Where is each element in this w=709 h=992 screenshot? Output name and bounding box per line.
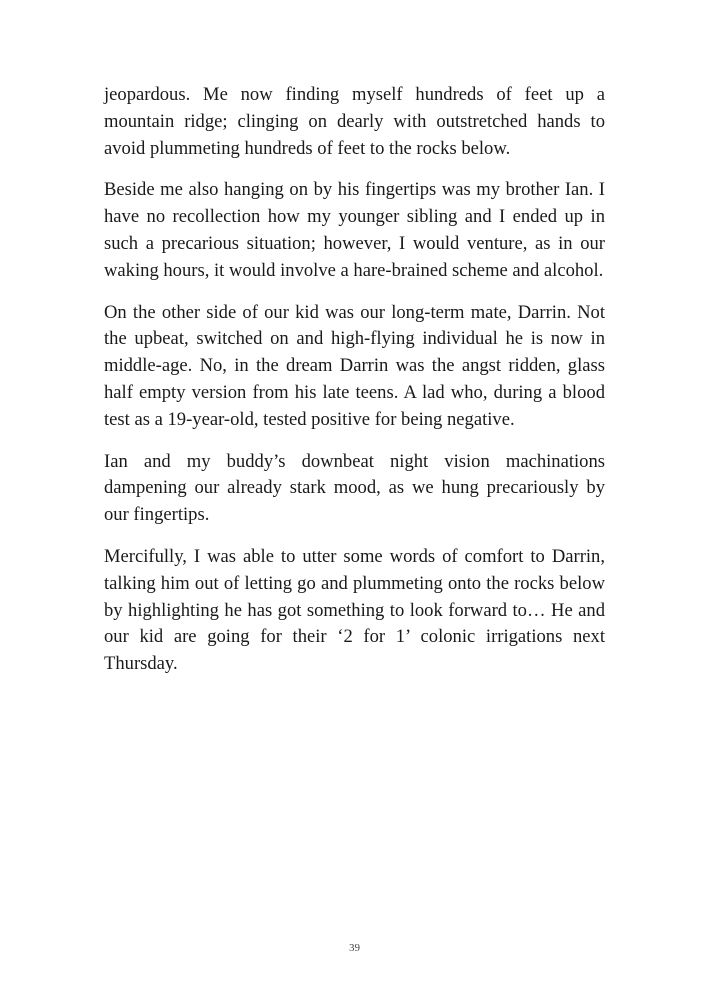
page-number: 39 <box>349 942 360 954</box>
paragraph-4: Ian and my buddy’s downbeat night vision machinations dampening our already stark mood, as we hung precariously by our fingertips. <box>104 450 605 526</box>
paragraph-2: Beside me also hanging on by his fingertips was my brother Ian. I have no recollection how my younger sibling and I ended up in such a precarious situation; however, I would venture, as in our waking hours, it would involve a hare-brained scheme and alcohol. <box>104 179 605 281</box>
paragraph-3: On the other side of our kid was our long-term mate, Darrin. Not the upbeat, switched on and high-flying individual he is now in middle-age. No, in the dream Darrin was the angst ridden, glass half empty version from his late teens. A lad who, during a blood test as a 19-year-old, tested positive for being negative. <box>104 301 605 430</box>
body-text <box>104 82 605 693</box>
paragraph-5: Mercifully, I was able to utter some words of comfort to Darrin, talking him out of letting go and plummeting onto the rocks below by highlighting he has got something to look forward to… He and our kid are going for their ‘2 for 1’ colonic irrigations next Thursday. <box>104 545 605 675</box>
paragraph-1: jeopardous. Me now finding myself hundreds of feet up a mountain ridge; clinging on dearly with outstretched hands to avoid plummeting hundreds of feet to the rocks below. <box>104 84 605 159</box>
